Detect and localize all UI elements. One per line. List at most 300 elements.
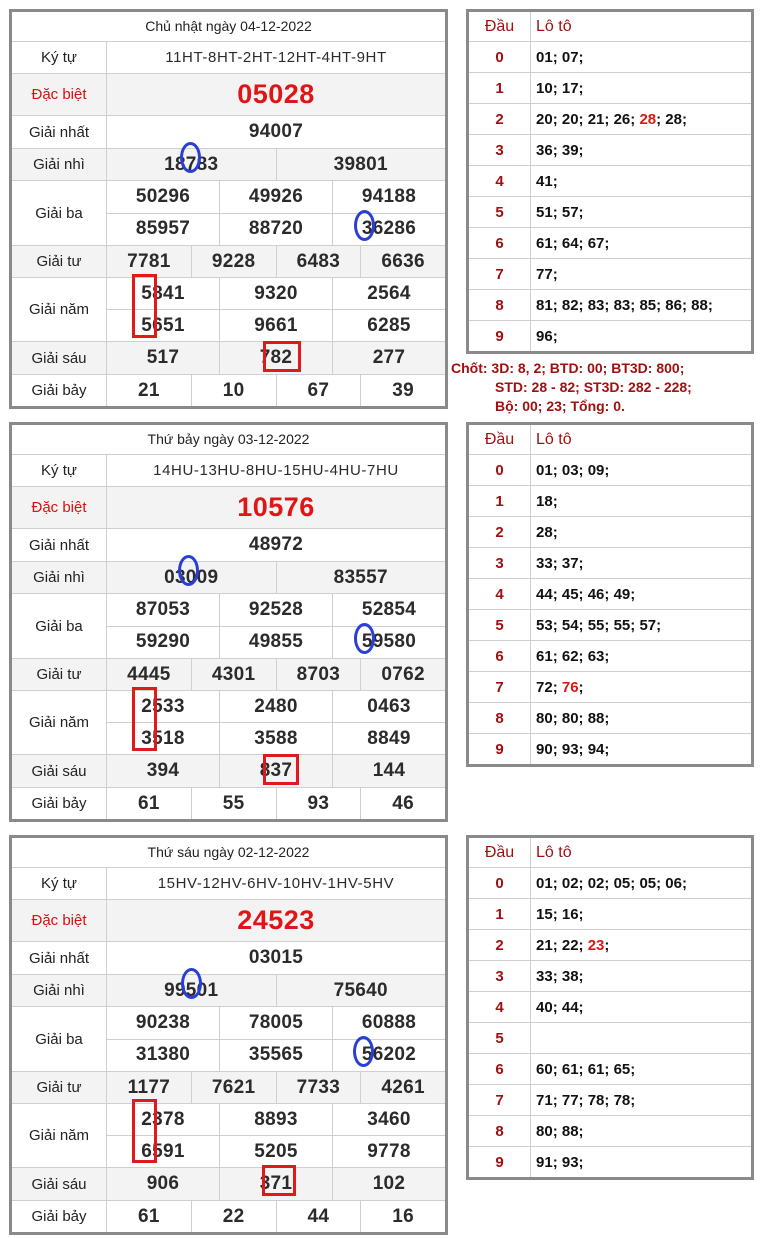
prize-row-giai-nhi (12, 148, 445, 180)
loto-head-digit: 7 (469, 672, 531, 702)
separator: ; (578, 740, 588, 758)
separator: ; (578, 110, 588, 128)
loto-head-digit: 3 (469, 135, 531, 165)
separator: ; (604, 234, 614, 252)
prize-number: 03015 (248, 947, 304, 968)
separator: ; (656, 616, 666, 634)
loto-head-digit: 4 (469, 992, 531, 1022)
prize-label: Giải tư (12, 659, 107, 690)
separator: ; (604, 936, 614, 954)
loto-row (469, 960, 751, 991)
prize-label: Ký tự (12, 868, 107, 899)
separator: ; (552, 79, 562, 97)
prize-row-giai-nhat (12, 941, 445, 974)
prize-label: Giải ba (12, 1007, 107, 1071)
loto-number: 37 (561, 554, 579, 572)
loto-number: 28 (536, 523, 553, 541)
separator: ; (578, 585, 588, 603)
loto-row (469, 1115, 751, 1146)
loto-table-sunday (466, 9, 754, 354)
prize-row-dac-biet (12, 486, 445, 528)
prize-number: 39 (360, 375, 445, 406)
code-sequence: 14HU-13HU-8HU-15HU-4HU-7HU (153, 462, 399, 479)
loto-number: 07 (561, 48, 579, 66)
prize-label: Đặc biệt (12, 487, 107, 528)
loto-row (469, 516, 751, 547)
loto-head-digit: 9 (469, 1147, 531, 1177)
prize-number: 517 (146, 347, 180, 368)
box-mark (132, 687, 157, 751)
separator: ; (578, 678, 588, 696)
prediction-line-3: Bộ: 00; 23; Tổng: 0. (495, 398, 625, 414)
prize-number: 9778 (332, 1136, 445, 1167)
separator: ; (578, 79, 588, 97)
loto-numbers (531, 992, 751, 1022)
prize-label: Giải nhì (12, 149, 107, 180)
separator: ; (681, 874, 692, 892)
prize-number: 55 (191, 788, 276, 819)
prize-number: 59580 (332, 627, 445, 659)
loto-number: 88 (691, 296, 708, 314)
loto-number: 01 (536, 48, 553, 66)
prize-label: Giải bảy (12, 1201, 107, 1232)
prize-number: 7621 (191, 1072, 276, 1103)
separator: ; (578, 709, 588, 727)
prize-row-ky-tu (12, 867, 445, 899)
loto-number: 17 (561, 79, 579, 97)
prize-number: 8703 (276, 659, 361, 690)
loto-number: 23 (587, 936, 605, 954)
separator: ; (578, 296, 588, 314)
loto-numbers (531, 486, 751, 516)
separator: ; (578, 1122, 588, 1140)
prize-label: Giải ba (12, 181, 107, 245)
separator: ; (552, 647, 562, 665)
prediction-note (451, 359, 757, 416)
prize-row-giai-ba (12, 593, 445, 658)
separator: ; (707, 296, 718, 314)
prize-label: Giải sáu (12, 342, 107, 374)
loto-number: 65 (613, 1060, 631, 1078)
loto-numbers (531, 228, 751, 258)
separator: ; (552, 1122, 562, 1140)
loto-numbers (531, 1054, 751, 1084)
loto-head-digit: 7 (469, 259, 531, 289)
loto-row (469, 165, 751, 196)
loto-numbers (531, 868, 751, 898)
separator: ; (552, 492, 562, 510)
prize-number: 18783 (164, 153, 219, 175)
separator: ; (552, 234, 562, 252)
loto-head-digit: 0 (469, 868, 531, 898)
prize-number: 3460 (332, 1104, 445, 1135)
loto-row (469, 991, 751, 1022)
prize-number: 44 (276, 1201, 361, 1232)
separator: ; (552, 461, 562, 479)
prize-row-giai-tu (12, 245, 445, 277)
loto-head-digit: 4 (469, 166, 531, 196)
prize-row-giai-ba (12, 1006, 445, 1071)
loto-number: 71 (536, 1091, 553, 1109)
loto-number: 33 (536, 554, 553, 572)
circle-mark (354, 623, 375, 654)
loto-head-digit: 1 (469, 486, 531, 516)
prize-label: Giải năm (12, 1104, 107, 1167)
loto-number: 78 (587, 1091, 605, 1109)
loto-row (469, 733, 751, 764)
loto-numbers (531, 517, 751, 547)
separator: ; (578, 141, 588, 159)
prize-label: Giải năm (12, 278, 107, 341)
prize-number: 75640 (276, 975, 446, 1006)
prize-number: 0762 (360, 659, 445, 690)
box-mark (262, 1165, 296, 1196)
loto-head-digit: 1 (469, 899, 531, 929)
loto-head-digit: 0 (469, 42, 531, 72)
loto-number: 96 (536, 327, 553, 345)
separator: ; (578, 936, 588, 954)
loto-number: 15 (536, 905, 553, 923)
box-mark (263, 341, 301, 372)
prize-row-giai-nhi (12, 974, 445, 1006)
loto-header-head: Đầu (469, 425, 531, 454)
loto-number: 80 (561, 709, 579, 727)
prize-number: 48972 (248, 534, 304, 555)
separator: ; (552, 1153, 562, 1171)
loto-numbers (531, 166, 751, 196)
prize-number: 9228 (191, 246, 276, 277)
prize-label: Giải sáu (12, 1168, 107, 1200)
loto-numbers (531, 672, 751, 702)
loto-number: 53 (536, 616, 553, 634)
prize-number: 36286 (332, 214, 445, 246)
loto-row (469, 454, 751, 485)
prize-number: 3518 (141, 727, 185, 749)
separator: ; (656, 874, 666, 892)
loto-row (469, 1053, 751, 1084)
loto-number: 40 (536, 998, 553, 1016)
prize-row-giai-sau (12, 1167, 445, 1200)
loto-numbers (531, 321, 751, 351)
prize-row-giai-tu (12, 658, 445, 690)
separator: ; (604, 296, 614, 314)
loto-row (469, 41, 751, 72)
prize-number: 782 (219, 342, 332, 374)
prize-row-ky-tu (12, 454, 445, 486)
loto-number: 05 (613, 874, 631, 892)
prize-number: 9320 (219, 278, 332, 309)
separator: ; (552, 1091, 562, 1109)
prize-row-giai-bay (12, 374, 445, 406)
separator: ; (604, 647, 614, 665)
loto-head-digit: 1 (469, 73, 531, 103)
loto-row (469, 1084, 751, 1115)
separator: ; (630, 585, 640, 603)
prize-number: 4301 (191, 659, 276, 690)
separator: ; (604, 709, 614, 727)
loto-number: 86 (665, 296, 682, 314)
loto-numbers (531, 1116, 751, 1146)
loto-number: 44 (561, 998, 579, 1016)
prize-label: Giải sáu (12, 755, 107, 787)
prize-number: 4261 (360, 1072, 445, 1103)
loto-number: 33 (536, 967, 553, 985)
loto-number: 80 (536, 1122, 553, 1140)
prize-number: 99501 (164, 979, 219, 1001)
loto-header-numbers: Lô tô (536, 430, 572, 448)
loto-head-digit: 5 (469, 610, 531, 640)
prize-number: 371 (219, 1168, 332, 1200)
loto-numbers (531, 42, 751, 72)
prize-number: 5651 (141, 314, 185, 336)
prize-number: 102 (332, 1168, 445, 1200)
prize-number: 0463 (332, 691, 445, 722)
prize-label: Giải nhì (12, 562, 107, 593)
loto-number: 20 (536, 110, 553, 128)
separator: ; (604, 874, 614, 892)
loto-row (469, 867, 751, 898)
loto-number: 21 (536, 936, 553, 954)
loto-head-digit: 9 (469, 321, 531, 351)
prize-number: 5205 (219, 1136, 332, 1167)
loto-header-head: Đầu (469, 838, 531, 867)
prize-row-dac-biet (12, 899, 445, 941)
loto-number: 63 (587, 647, 605, 665)
loto-number: 83 (613, 296, 631, 314)
prize-number: 92528 (219, 594, 332, 626)
loto-number: 44 (536, 585, 553, 603)
prize-label: Giải nhì (12, 975, 107, 1006)
loto-row (469, 258, 751, 289)
loto-numbers (531, 104, 751, 134)
prize-number: 6483 (276, 246, 361, 277)
prize-number: 67 (276, 375, 361, 406)
result-table-friday (9, 835, 448, 1235)
prize-number: 10 (191, 375, 276, 406)
loto-number: 91 (536, 1153, 553, 1171)
prize-number: 83557 (276, 562, 446, 593)
separator: ; (578, 647, 588, 665)
loto-number: 78 (613, 1091, 631, 1109)
prize-number: 03009 (164, 566, 219, 588)
loto-number: 88 (587, 709, 605, 727)
loto-numbers (531, 290, 751, 320)
prize-label: Giải nhất (12, 529, 107, 561)
special-prize-number: 05028 (237, 79, 315, 109)
prize-number: 394 (146, 760, 180, 781)
loto-row (469, 898, 751, 929)
prize-number: 277 (332, 342, 445, 374)
prize-number: 21 (138, 379, 160, 401)
prize-number: 2533 (141, 695, 185, 717)
separator: ; (681, 110, 692, 128)
loto-numbers (531, 1147, 751, 1177)
loto-number: 67 (587, 234, 605, 252)
loto-number: 21 (587, 110, 605, 128)
prize-row-giai-ba (12, 180, 445, 245)
prize-row-giai-nhat (12, 115, 445, 148)
loto-number: 64 (561, 234, 579, 252)
loto-row (469, 671, 751, 702)
loto-header-head: Đầu (469, 12, 531, 41)
loto-number: 85 (639, 296, 657, 314)
prize-number: 16 (360, 1201, 445, 1232)
loto-number: 09 (587, 461, 605, 479)
separator: ; (552, 967, 562, 985)
prize-number: 49855 (219, 627, 332, 659)
prize-label: Ký tự (12, 42, 107, 73)
prize-row-giai-sau (12, 754, 445, 787)
loto-numbers (531, 197, 751, 227)
prize-number: 49926 (219, 181, 332, 213)
loto-row (469, 609, 751, 640)
separator: ; (578, 1091, 588, 1109)
prediction-line-1: Chốt: 3D: 8, 2; BTD: 00; BT3D: 800; (451, 360, 685, 376)
loto-head-digit: 0 (469, 455, 531, 485)
box-mark (263, 754, 299, 785)
prize-number: 93 (276, 788, 361, 819)
loto-number: 10 (536, 79, 553, 97)
loto-head-digit: 3 (469, 548, 531, 578)
loto-head-digit: 5 (469, 1023, 531, 1053)
loto-number: 61 (536, 647, 553, 665)
loto-head-digit: 2 (469, 930, 531, 960)
prize-label: Giải nhất (12, 942, 107, 974)
separator: ; (552, 936, 562, 954)
prize-number: 6636 (360, 246, 445, 277)
separator: ; (578, 1153, 588, 1171)
prize-number: 5841 (141, 282, 185, 304)
loto-numbers (531, 610, 751, 640)
loto-numbers (531, 961, 751, 991)
prize-row-giai-nhi (12, 561, 445, 593)
loto-number: 55 (587, 616, 605, 634)
separator: ; (604, 585, 614, 603)
prize-number: 8849 (332, 723, 445, 754)
loto-numbers (531, 73, 751, 103)
loto-number: 26 (613, 110, 631, 128)
loto-number: 16 (561, 905, 579, 923)
loto-number: 80 (536, 709, 553, 727)
prize-number: 78005 (219, 1007, 332, 1039)
loto-head-digit: 6 (469, 228, 531, 258)
result-date-title: Chủ nhật ngày 04-12-2022 (12, 12, 445, 41)
prize-number: 144 (332, 755, 445, 787)
loto-row (469, 640, 751, 671)
prize-number: 39801 (276, 149, 446, 180)
special-prize-number: 24523 (237, 905, 315, 935)
separator: ; (604, 110, 614, 128)
loto-number: 49 (613, 585, 631, 603)
separator: ; (630, 616, 640, 634)
loto-head-digit: 6 (469, 1054, 531, 1084)
loto-head-digit: 8 (469, 1116, 531, 1146)
loto-table-saturday (466, 422, 754, 767)
loto-numbers (531, 579, 751, 609)
prize-number: 9661 (219, 310, 332, 341)
prize-number: 6285 (332, 310, 445, 341)
loto-header-row (469, 838, 751, 867)
separator: ; (552, 172, 562, 190)
loto-head-digit: 3 (469, 961, 531, 991)
separator: ; (630, 110, 640, 128)
loto-number: 77 (561, 1091, 579, 1109)
separator: ; (578, 905, 588, 923)
prize-row-giai-tu (12, 1071, 445, 1103)
box-mark (132, 274, 157, 338)
loto-row (469, 289, 751, 320)
loto-head-digit: 6 (469, 641, 531, 671)
loto-number: 90 (536, 740, 553, 758)
separator: ; (552, 709, 562, 727)
separator: ; (552, 678, 562, 696)
prize-number: 7781 (127, 250, 171, 272)
prize-number: 2564 (332, 278, 445, 309)
prize-row-giai-nam (12, 690, 445, 754)
loto-row (469, 227, 751, 258)
separator: ; (656, 110, 666, 128)
loto-number: 20 (561, 110, 579, 128)
separator: ; (552, 48, 562, 66)
code-sequence: 11HT-8HT-2HT-12HT-4HT-9HT (165, 49, 387, 66)
loto-number: 03 (561, 461, 579, 479)
separator: ; (578, 461, 588, 479)
loto-header-row (469, 425, 751, 454)
result-table-saturday (9, 422, 448, 822)
loto-head-digit: 9 (469, 734, 531, 764)
loto-number: 57 (561, 203, 579, 221)
separator: ; (604, 461, 614, 479)
separator: ; (578, 554, 588, 572)
prize-number: 88720 (219, 214, 332, 246)
loto-number: 39 (561, 141, 579, 159)
prize-number: 7733 (276, 1072, 361, 1103)
separator: ; (552, 1060, 562, 1078)
loto-table-friday (466, 835, 754, 1180)
separator: ; (604, 1091, 614, 1109)
separator: ; (630, 1091, 640, 1109)
prize-label: Giải tư (12, 1072, 107, 1103)
prize-number: 94188 (332, 181, 445, 213)
separator: ; (578, 203, 588, 221)
separator: ; (578, 616, 588, 634)
loto-row (469, 929, 751, 960)
circle-mark (181, 968, 202, 999)
separator: ; (552, 327, 562, 345)
loto-number: 93 (561, 740, 579, 758)
loto-number: 55 (613, 616, 631, 634)
separator: ; (552, 110, 562, 128)
prize-row-giai-sau (12, 341, 445, 374)
separator: ; (552, 905, 562, 923)
circle-mark (178, 555, 199, 586)
prize-label: Giải bảy (12, 375, 107, 406)
prize-number: 31380 (135, 1044, 191, 1066)
loto-row (469, 702, 751, 733)
box-mark (132, 1099, 157, 1163)
loto-header-row (469, 12, 751, 41)
loto-number: 51 (536, 203, 553, 221)
loto-number: 61 (536, 234, 553, 252)
loto-numbers (531, 641, 751, 671)
loto-row (469, 72, 751, 103)
separator: ; (552, 523, 562, 541)
separator: ; (552, 296, 562, 314)
prize-number: 90238 (135, 1011, 191, 1033)
loto-numbers (531, 734, 751, 764)
prize-label: Đặc biệt (12, 74, 107, 115)
prize-label: Ký tự (12, 455, 107, 486)
